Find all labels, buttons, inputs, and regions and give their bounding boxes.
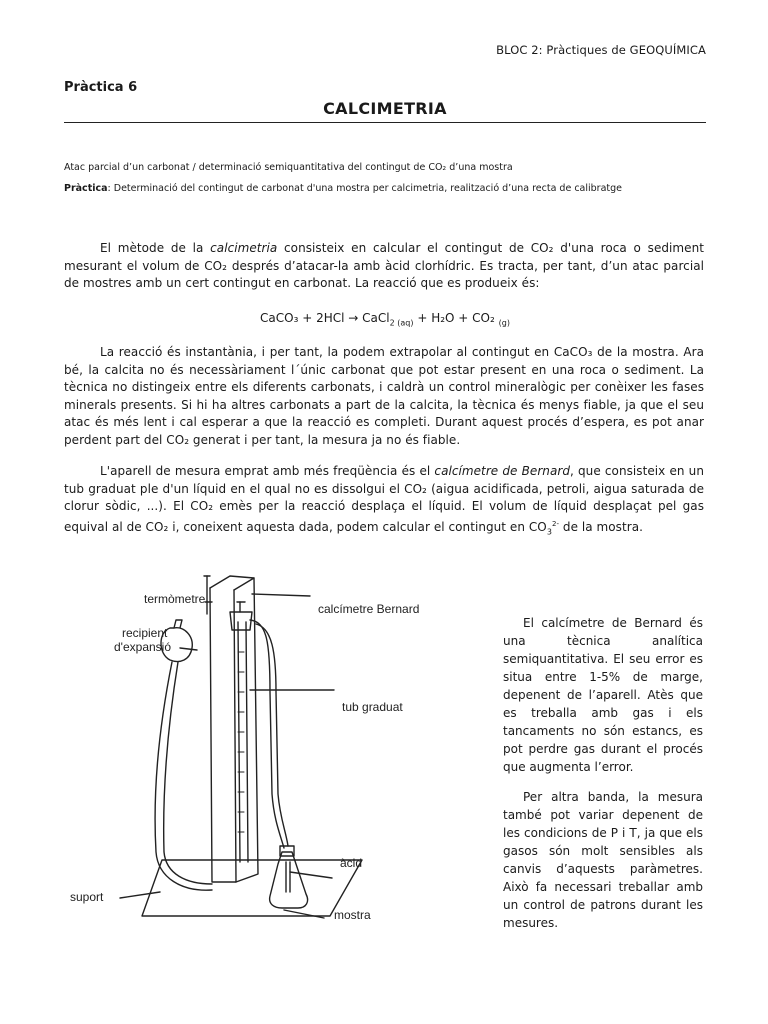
paragraph-3-subscript: 3 [546,526,552,536]
equation-cacl2: CaCl [362,311,390,325]
equation-reactants: CaCO₃ + 2HCl [260,311,345,325]
paragraph-1-text-a: El mètode de la [100,241,211,255]
practica-number: Pràctica 6 [64,80,138,95]
calcimeter-figure [62,562,492,942]
label-acid: àcid [340,856,363,870]
equation-products: + H₂O + CO₂ [417,311,495,325]
equation-cacl2-subscript: 2 [389,318,395,328]
side-paragraph-1: El calcímetre de Bernard és una tècnica analítica semiquantitativa. El seu error es situa entre 1-5% de marge, depenent de l’aparell. Atès que es treballa amb gas i els tancaments no són estancs, es pot perdre gas durant el procés que augmenta l’error. [503,616,703,774]
running-header: BLOC 2: Pràctiques de GEOQUÍMICA [496,43,706,57]
paragraph-2: La reacció és instantània, i per tant, la podem extrapolar al contingut en CaCO₃ de la mostra. Ara bé, la calcita no és necessàriament l´únic carbonat que pot estar present en una roca o sediment. La tècnica no distingeix entre els diferents carbonats, i caldrà un control mineralògic per conèixer les fases minerals presents. Si hi ha altres carbonats a part de la calcita, la tècnica és menys fiable, ja que el seu atac és més lent i cal esperar a que la reacció es completi. Durant aquest procés d’espera, es pot anar perdent part del CO₂ generat i per tant, la mesura ja no és fiable. [64,345,704,447]
subtitle-line-1: Atac parcial d’un carbonat / determinació semiquantitativa del contingut de CO₂ d’una mostra [64,162,513,173]
equation-arrow: → [348,311,359,325]
support-base-plate [142,860,362,916]
paragraph-3-text-c: de la mostra. [559,519,643,534]
label-termometre: termòmetre [144,592,206,606]
subtitle-text: : Determinació del contingut de carbonat d'una mostra per calcimetria, realització d’una recta de calibratge [107,183,622,194]
paragraph-1-emphasis: calcimetria [210,241,278,255]
paragraph-3-text-b: , que consisteix en un tub graduat ple d'un líquid en el qual no es dissolgui el CO₂ (aigua acidificada, petroli, aigua saturada de clorur sòdic, ...). El CO₂ emès per la reacció desplaça el líquid. El volum de líquid desplaçat pel gas equival al de CO₂ i, coneixent aquesta dada, podem calcular el contingut en CO [64,464,704,534]
reaction-equation [64,311,706,327]
support-column [210,588,236,882]
label-tub-graduat: tub graduat [342,700,403,714]
equation-aq: (aq) [397,318,414,328]
title-rule [64,122,706,123]
page-title: CALCIMETRIA [323,99,447,118]
label-calcimetre: calcímetre Bernard [318,602,420,616]
label-recipient-1: recipient [122,626,168,640]
tube-stopper [230,612,252,630]
paragraph-3-emphasis: calcímetre de Bernard [434,464,571,478]
paragraph-3 [64,463,704,540]
side-paragraph-2: Per altra banda, la mesura també pot variar depenent de les condicions de P i T, ja que els gasos són molt sensibles als canvis d’aquests paràmetres. Això fa necessari treballar amb un control de patrons durant les mesures. [503,790,703,930]
paragraph-3-text-a: L'aparell de mesura emprat amb més freqüència és el [100,464,435,478]
paragraph-1-text-b: consisteix en calcular el contingut de CO₂ d'una roca o sediment mesurant el volum de CO₂ després d’atacar-la amb àcid clorhídric. Es tracta, per tant, d’un atac parcial de mostres amb un cert contingut en carbonat. La reacció que es produeix és: [64,241,705,290]
equation-gas: (g) [498,318,510,328]
subtitle-label: Pràctica [64,183,108,194]
label-mostra: mostra [334,908,371,922]
subtitle-line-2 [64,183,622,194]
hose-left [155,662,212,890]
label-suport: suport [70,890,104,904]
paragraph-1 [64,240,704,293]
label-recipient-2: d'expansió [114,640,171,654]
paragraph-3-superscript: 2- [551,519,560,528]
calcimeter-drawing [62,562,492,942]
